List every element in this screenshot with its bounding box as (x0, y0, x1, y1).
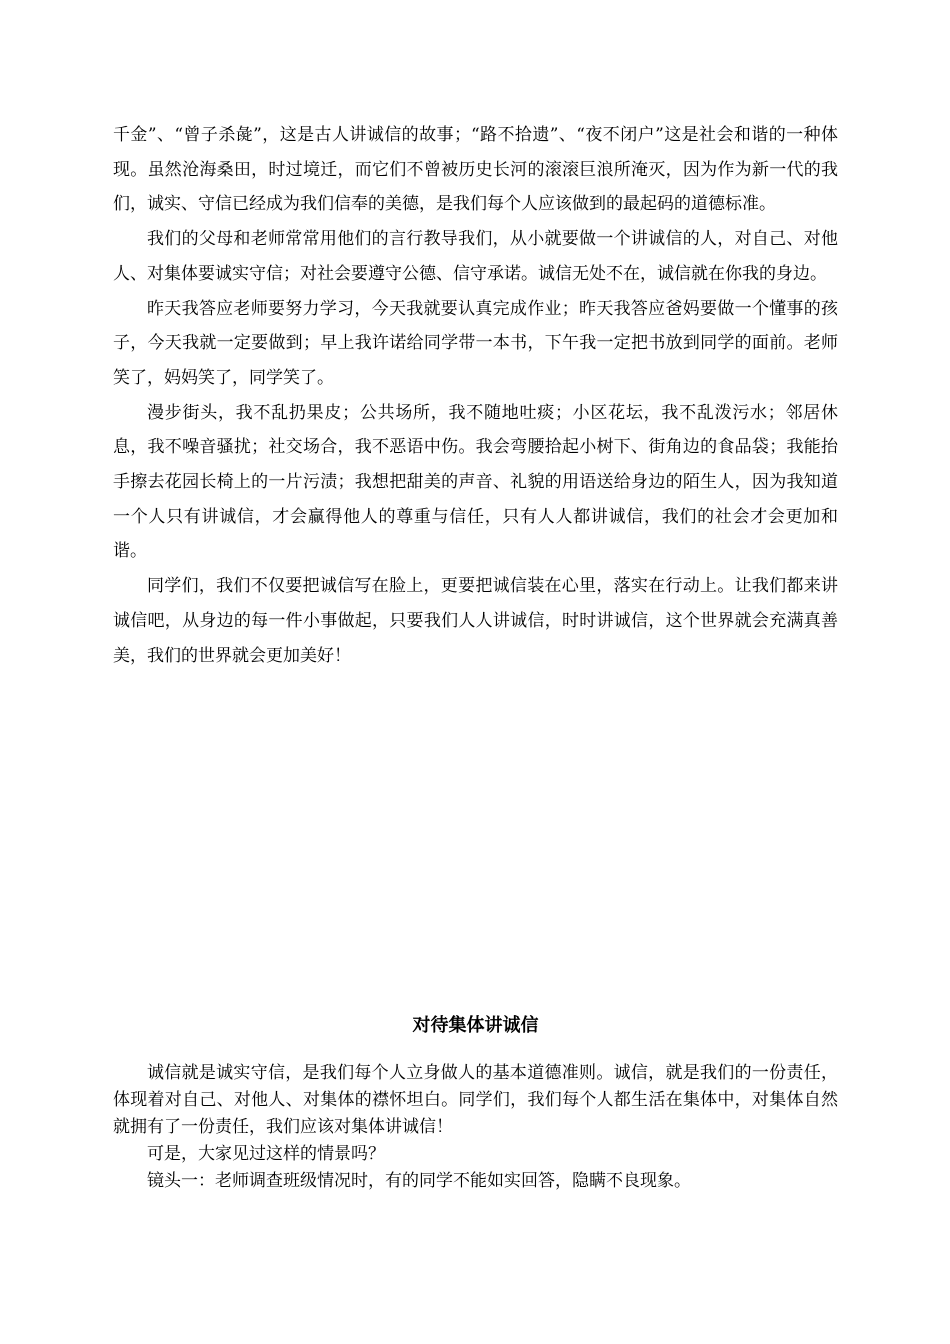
paragraph-2: 我们的父母和老师常常用他们的言行教导我们，从小就要做一个讲诚信的人，对自己、对他人、对集体要诚实守信；对社会要遵守公德、信守承诺。诚信无处不在，诚信就在你我的身边。 (113, 229, 838, 284)
paragraph-4: 漫步街头，我不乱扔果皮；公共场所，我不随地吐痰；小区花坛，我不乱泼污水；邻居休息，我不噪音骚扰；社交场合，我不恶语中伤。我会弯腰拾起小树下、街角边的食品袋；我能抬手擦去花园长椅上的一片污渍；我想把甜美的声音、礼貌的用语送给身边的陌生人，因为我知道一个人只有讲诚信，才会赢得他人的尊重与信任，只有人人都讲诚信，我们的社会才会更加和谐。 (113, 402, 838, 562)
paragraph-3: 昨天我答应老师要努力学习，今天我就要认真完成作业；昨天我答应爸妈要做一个懂事的孩子，今天我就一定要做到；早上我许诺给同学带一本书，下午我一定把书放到同学的面前。老师笑了，妈妈笑了，同学笑了。 (113, 298, 838, 388)
essay-continuation (113, 118, 838, 673)
paragraph-8: 镜头一：老师调查班级情况时，有的同学不能如实回答，隐瞒不良现象。 (147, 1171, 691, 1191)
section-title: 对待集体讲诚信 (412, 1015, 539, 1036)
paragraph-7: 可是，大家见过这样的情景吗？ (147, 1144, 385, 1164)
essay-collective-integrity (113, 1012, 838, 1195)
paragraph-1: 千金”、“曾子杀彘”，这是古人讲诚信的故事；“路不拾遗”、“夜不闭户”这是社会和谐的一种体现。虽然沧海桑田，时过境迁，而它们不曾被历史长河的滚滚巨浪所淹灭，因为作为新一代的我们，诚实、守信已经成为我们信奉的美德，是我们每个人应该做到的最起码的道德标准。 (113, 125, 838, 215)
paragraph-6: 诚信就是诚实守信，是我们每个人立身做人的基本道德准则。诚信，就是我们的一份责任，体现着对自己、对他人、对集体的襟怀坦白。同学们，我们每个人都生活在集体中，对集体自然就拥有了一份责任，我们应该对集体讲诚信！ (113, 1063, 838, 1137)
paragraph-5: 同学们，我们不仅要把诚信写在脸上，更要把诚信装在心里，落实在行动上。让我们都来讲诚信吧，从身边的每一件小事做起，只要我们人人讲诚信，时时讲诚信，这个世界就会充满真善美，我们的世界就会更加美好！ (113, 576, 838, 666)
